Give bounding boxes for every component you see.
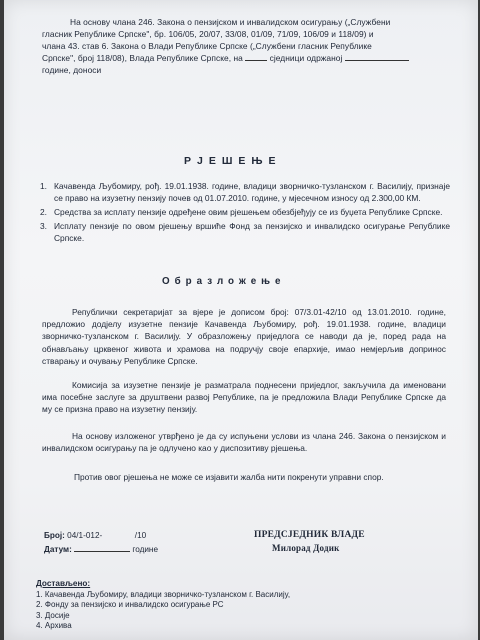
date-label: Датум: (44, 545, 72, 554)
signatory-title: ПРЕДСЈЕДНИК ВЛАДЕ (254, 530, 365, 540)
decision-item-number: 2. (40, 207, 47, 217)
decision-item (40, 220, 450, 244)
reasoning-title: Образложење (162, 276, 286, 287)
preamble-line-4-text: Српске", број 118/08), Влада Републике Српске, на (42, 53, 243, 63)
delivery-item: 1. Качавенда Љубомиру, владици зворничко-тузланском г. Василију, (36, 590, 291, 599)
delivery-label: Достављено: (36, 579, 91, 588)
delivery-item: 3. Досије (36, 610, 70, 620)
preamble (42, 16, 446, 76)
decision-item-text: Качавенда Љубомиру, рођ. 19.01.1938. године, владици зворничко-тузланском г. Василију, признаје се право на изузетну пензију почев од 01.07.2010. године, у мјесечном износу од 2.300,00 КМ. (54, 181, 450, 203)
preamble-line-5: године, доноси (42, 65, 102, 75)
delivery-item: 2. Фонду за пензијско и инвалидско осигурање РС (36, 600, 224, 610)
reasoning-paragraph-2: Комисија за изузетне пензије је разматрала поднесени приједлог, закључила да именовани има посебне заслуге за друштвени развој Републике, па је предложила Влади Републике Српске да му се призна право на изузетну пензију. (42, 380, 446, 415)
date-suffix: године (132, 545, 159, 554)
document-number (44, 530, 146, 541)
document-page (4, 0, 478, 640)
date-blank (74, 543, 130, 552)
delivery-list (36, 590, 456, 632)
reasoning-paragraph-4: Против овог рјешења не може се изјавити жалба нити покренути управни спор. (74, 472, 384, 482)
number-suffix: /10 (134, 531, 147, 540)
preamble-line-4-text-b: сједници одржаној (269, 53, 343, 63)
number-label: Број: (44, 531, 65, 540)
session-number-blank (245, 52, 267, 61)
document-date (44, 543, 158, 555)
delivery-item: 4. Архива (36, 621, 72, 631)
decision-item-number: 1. (40, 181, 47, 191)
number-value: 04/1-012- (67, 531, 103, 540)
preamble-line-2: гласник Републике Српске", бр. 106/05, 20/07, 33/08, 01/09, 71/09, 106/09 и 118/09) и (42, 29, 374, 39)
decision-item-text: Исплату пензије по овом рјешењу вршиће Фонд за пензијско и инвалидско осигурање Републике Српске. (54, 221, 450, 243)
preamble-line-1: На основу члана 246. Закона о пензијском и инвалидском осигурању („Службени (70, 17, 391, 27)
session-date-blank (345, 52, 409, 61)
decision-item-number: 3. (40, 221, 47, 231)
decision-item-text: Средства за исплату пензије одређене овим рјешењем обезбјеђују се из буџета Републике Српске. (54, 207, 443, 217)
preamble-line-4 (42, 52, 446, 64)
decision-item (40, 206, 450, 218)
decision-item (40, 180, 450, 204)
signatory-name: Милорад Додик (272, 543, 340, 553)
decision-items (40, 180, 450, 246)
reasoning-paragraph-1: Републички секретаријат за вјере је дописом број: 07/3.01-42/10 од 13.01.2010. године, предложио додјелу изузетне пензије Качавенда Љубомиру, рођ. 19.01.1938. године, владици зворничко-тузланском г. Василију. У образложењу приједлога се наводи да је, поред рада на обнављању црквеног живота и храмова на подручју своје епархије, имао немјерљив допринос стварању и очувању Републике Српске. (42, 307, 446, 366)
decision-title: РЈЕШЕЊЕ (184, 155, 282, 167)
preamble-line-3: члана 43. став 6. Закона о Влади Републике Српске („Службени гласник Републике (42, 41, 372, 51)
reasoning-paragraph-3: На основу изложеног утврђено је да су испуњени услови из члана 246. Закона о пензијском и инвалидском осигурању па је одлучено као у диспозитиву рјешења. (42, 431, 446, 454)
